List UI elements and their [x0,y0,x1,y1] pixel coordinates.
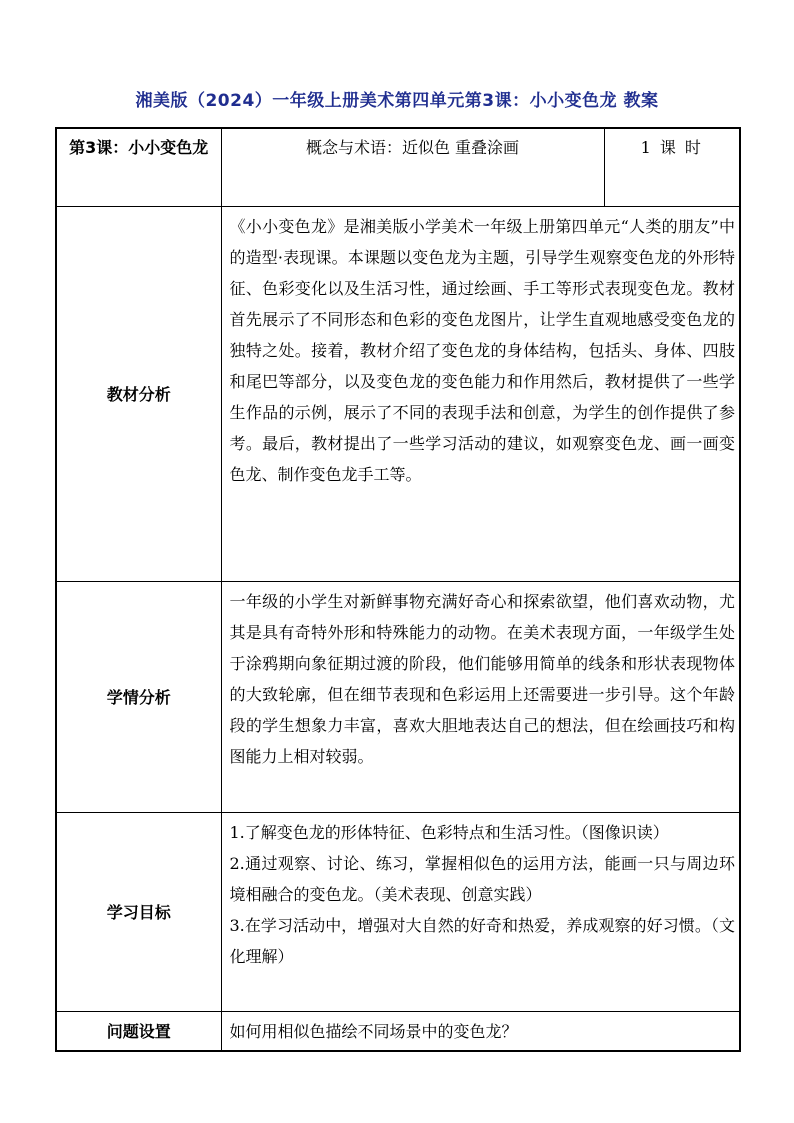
table-row-learning-goals [56,813,740,1012]
learning-goals-cell [221,813,740,1012]
learning-goal-item: 3.在学习活动中，增强对大自然的好奇和热爱，养成观察的好习惯。（文化理解） [229,916,735,966]
question-setting-text: 如何用相似色描绘不同场景中的变色龙？ [221,1012,740,1052]
table-header-row [56,128,740,207]
row-label-student-analysis: 学情分析 [56,582,221,813]
lesson-plan-table [55,127,741,1052]
table-row-question-setting [56,1012,740,1052]
row-label-learning-goals: 学习目标 [56,813,221,1012]
table-row-textbook-analysis [56,207,740,582]
lesson-name-cell: 第3课：小小变色龙 [56,128,221,207]
student-analysis-text: 一年级的小学生对新鲜事物充满好奇心和探索欲望，他们喜欢动物，尤其是具有奇特外形和特殊能力的动物。在美术表现方面，一年级学生处于涂鸦期向象征期过渡的阶段，他们能够用简单的线条和形状表现物体的大致轮廓，但在细节表现和色彩运用上还需要进一步引导。这个年龄段的学生想象力丰富，喜欢大胆地表达自己的想法，但在绘画技巧和构图能力上相对较弱。 [221,582,740,813]
learning-goal-item: 1.了解变色龙的形体特征、色彩特点和生活习性。（图像识读） [229,823,669,842]
row-label-question-setting: 问题设置 [56,1012,221,1052]
learning-goal-item: 2.通过观察、讨论、练习，掌握相似色的运用方法，能画一只与周边环境相融合的变色龙。（美术表现、创意实践） [229,854,735,904]
textbook-analysis-text: 《小小变色龙》是湘美版小学美术一年级上册第四单元“人类的朋友”中的造型·表现课。本课题以变色龙为主题，引导学生观察变色龙的外形特征、色彩变化以及生活习性，通过绘画、手工等形式表现变色龙。教材首先展示了不同形态和色彩的变色龙图片，让学生直观地感受变色龙的独特之处。接着，教材介绍了变色龙的身体结构，包括头、身体、四肢和尾巴等部分，以及变色龙的变色能力和作用然后，教材提供了一些学生作品的示例，展示了不同的表现手法和创意，为学生的创作提供了参考。最后，教材提出了一些学习活动的建议，如观察变色龙、画一画变色龙、制作变色龙手工等。 [221,207,740,582]
concept-terms-cell: 概念与术语：近似色 重叠涂画 [221,128,604,207]
class-hours-cell: 1 课 时 [604,128,740,207]
table-row-student-analysis [56,582,740,813]
row-label-textbook-analysis: 教材分析 [56,207,221,582]
document-title: 湘美版（2024）一年级上册美术第四单元第3课：小小变色龙 教案 [135,91,659,111]
